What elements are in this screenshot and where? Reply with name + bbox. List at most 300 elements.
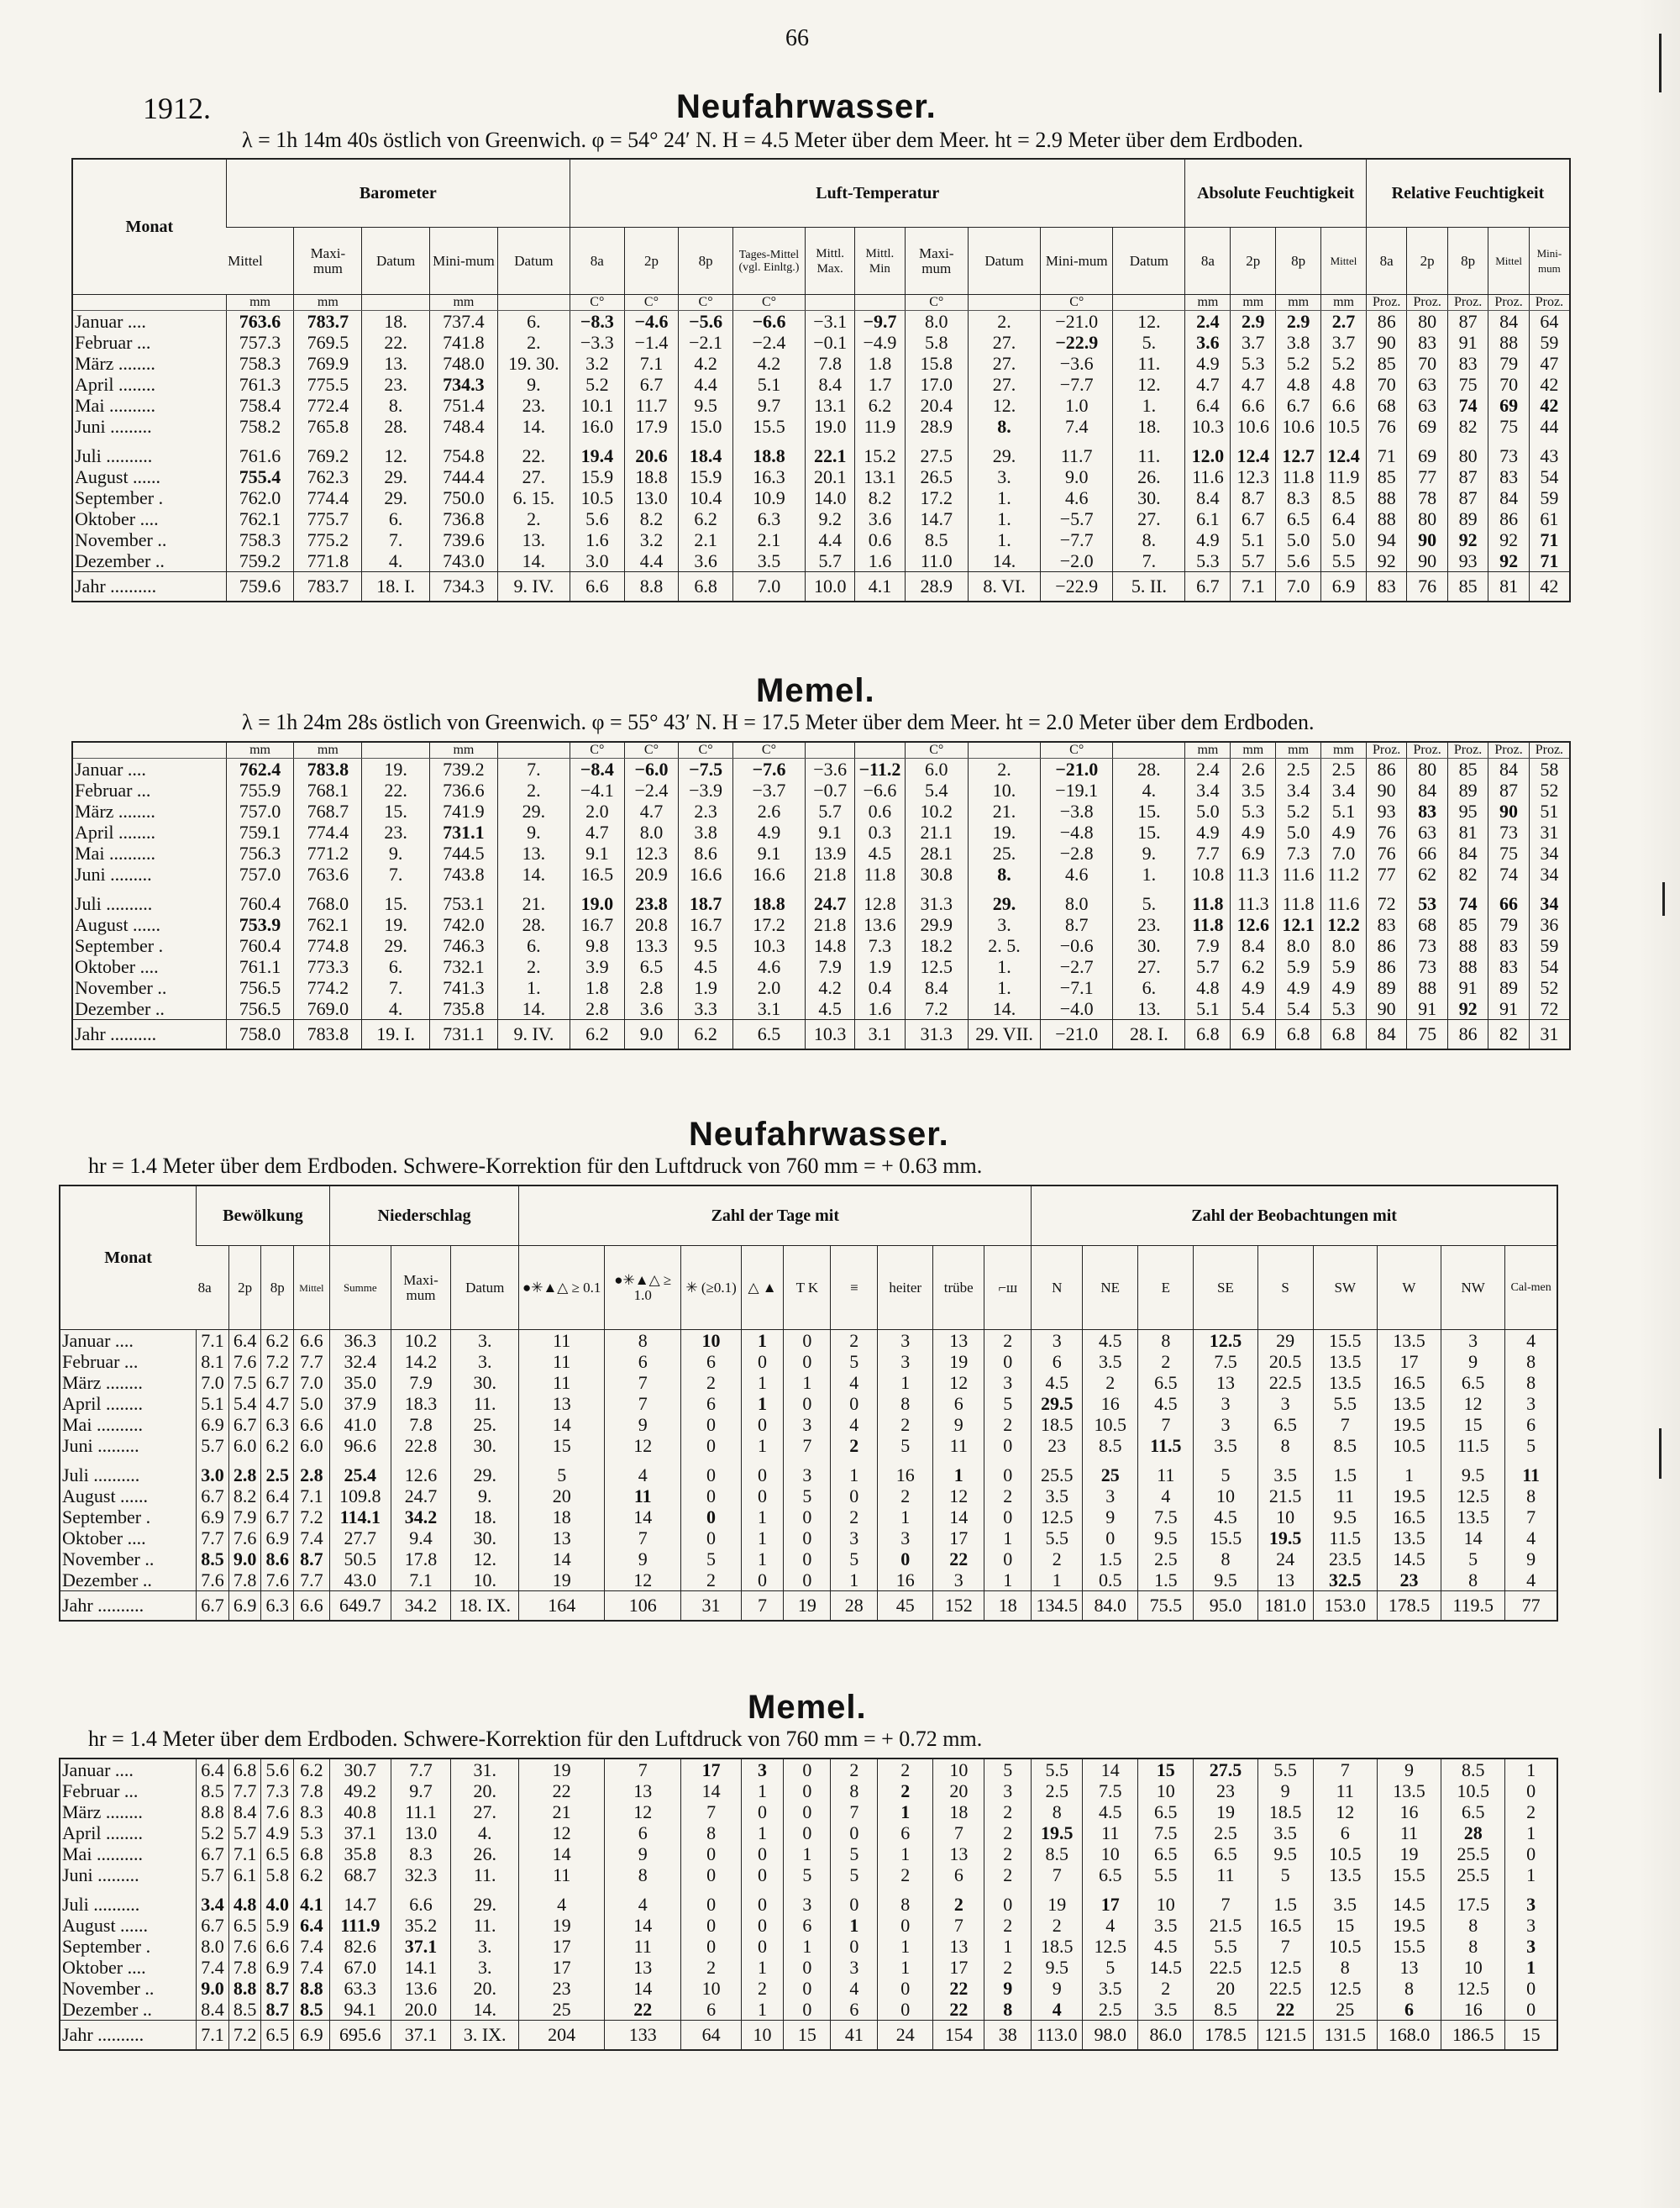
table-row [60,1999,1557,2021]
table-cell: 7.6 [228,1936,261,1957]
table-cell: 11 [1194,1864,1257,1885]
table-row [72,550,1570,572]
table-cell: 3. [968,914,1040,935]
table-row [72,374,1570,395]
table-cell: 4.5 [1138,1393,1194,1414]
header-8a: 8a [570,228,625,295]
table-cell: 0.3 [855,822,905,843]
table-cell: 8.0 [905,311,968,333]
table-cell: 29. [451,1464,519,1485]
table-cell: 15. [362,893,430,914]
table-cell: 83 [1488,466,1529,487]
header-mittel: Mittel [1488,228,1529,295]
table-cell: 71 [1529,529,1570,550]
table-cell: 7.7 [228,1780,261,1801]
table-cell: 6.9 [1231,843,1276,864]
table-cell: 2.5 [1276,759,1321,781]
spacer-cell [984,1885,1032,1894]
table-cell: 12.5 [905,956,968,977]
table-cell: 32.4 [329,1351,391,1372]
table-cell: 771.8 [294,550,362,572]
unit-cell: mm [1276,295,1321,311]
table-cell: 4.4 [624,550,679,572]
table-cell: 6.9 [261,1957,294,1978]
table-cell: 758.2 [226,416,294,437]
table-cell: 2.5 [1032,1780,1083,1801]
table-cell: 10 [1083,1843,1138,1864]
table-cell: 6.9 [197,1414,229,1435]
header-2p: 2p [1407,228,1447,295]
table-cell: 0 [984,1435,1032,1456]
table-cell: 19 [784,1591,831,1622]
table-cell: 5.1 [1231,529,1276,550]
table-cell: 119.5 [1441,1591,1505,1622]
unit-cell [72,295,226,311]
table-cell: 4.9 [1231,822,1276,843]
table-cell: 5.4 [228,1393,261,1414]
table-cell: 10.5 [1083,1414,1138,1435]
table-cell: 0 [681,1435,741,1456]
table-cell: 6.0 [905,759,968,781]
table-cell: −9.7 [855,311,905,333]
spacer-cell [430,437,498,445]
table-cell: 11.5 [1138,1435,1194,1456]
table-cell: 2 [1138,1978,1194,1999]
spacer-cell [430,885,498,893]
table-cell: 74 [1447,893,1488,914]
table-cell: −2.7 [1041,956,1113,977]
table-cell: 20. [451,1780,519,1801]
table-cell: 16.3 [732,466,805,487]
table-cell: 50.5 [329,1548,391,1569]
table-cell: 9 [605,1414,681,1435]
table-cell: 5.8 [261,1864,294,1885]
table-cell: 19.0 [570,893,625,914]
table-cell: 3 [1257,1393,1313,1414]
table-cell: 6.2 [294,1864,330,1885]
spacer-cell [1113,437,1185,445]
table-cell: 80 [1407,311,1447,333]
spacer-cell [1366,437,1406,445]
table-cell: 7.4 [197,1957,229,1978]
month-label: Dezember .. [62,1569,152,1590]
table-cell: 11 [519,1864,605,1885]
table-cell: 25. [968,843,1040,864]
table-cell: 14. [497,998,570,1020]
table-cell: 2 [878,1485,933,1506]
table-cell: 13.5 [1377,1393,1441,1414]
table-cell: 7.1 [197,1330,229,1352]
table-cell: 6. [497,311,570,333]
table-row [60,1506,1557,1527]
table-cell: 6.6 [294,1414,330,1435]
table-cell: 18. I. [362,572,430,602]
spacer-cell [497,437,570,445]
table-cell: 74 [1488,864,1529,885]
table-cell: 9. IV. [497,1020,570,1050]
table-cell: 29. [451,1894,519,1915]
table-cell: 743.8 [430,864,498,885]
month-label: Oktober .... [62,1527,146,1548]
table-cell: 3.5 [1231,780,1276,801]
table-cell: 16 [1083,1393,1138,1414]
header-datum: Datum [497,228,570,295]
table-cell: 88 [1366,487,1406,508]
table-cell: 0 [784,1978,831,1999]
table-cell: 88 [1447,935,1488,956]
table-cell: 36.3 [329,1330,391,1352]
table-cell: 29.9 [905,914,968,935]
table-cell: 84 [1407,780,1447,801]
table-cell: 12.4 [1321,445,1367,466]
spacer-cell [1529,437,1570,445]
table-row [60,1330,1557,1352]
table-cell: 2 [984,1864,1032,1885]
table-cell: 5.0 [1321,529,1367,550]
table-cell: 27. [1113,956,1185,977]
table-cell: 0 [741,1351,784,1372]
table-cell: 0 [681,1485,741,1506]
table-cell: 37.1 [391,1936,450,1957]
table-cell: 59 [1529,935,1570,956]
table-cell: 8.3 [391,1843,450,1864]
table-cell: 5.6 [570,508,625,529]
station-subtitle: λ = 1h 14m 40s östlich von Greenwich. φ = 54° 24′ N. H = 4.5 Meter über dem Meer. ht = 2.9 Meter über dem Erdboden. [242,128,1304,152]
spacer-cell [294,437,362,445]
table-cell: 3.0 [570,550,625,572]
table-cell: 84 [1366,1020,1406,1050]
table-cell: 63 [1407,374,1447,395]
table-cell: 13 [519,1393,605,1414]
table-cell: 756.5 [226,977,294,998]
table-cell: −2.0 [1041,550,1113,572]
table-cell: 8 [1441,1569,1505,1591]
unit-cell [855,295,905,311]
table-cell: 8.2 [624,508,679,529]
table-cell: 8.5 [1083,1435,1138,1456]
table-cell: 16.5 [570,864,625,885]
table-cell: 9.5 [1138,1527,1194,1548]
table-cell: 13.1 [806,395,855,416]
table-cell: 164 [519,1591,605,1622]
table-cell: 6.7 [1231,508,1276,529]
table-cell: 10.4 [679,487,733,508]
table-cell: 18 [933,1801,984,1822]
table-cell: 769.5 [294,332,362,353]
table-cell: 5.3 [294,1822,330,1843]
table-cell: 8 [1138,1330,1194,1352]
table-cell: 19.4 [570,445,625,466]
table-cell: 4 [519,1894,605,1915]
spacer-cell [1231,885,1276,893]
table-cell: 14.5 [1377,1894,1441,1915]
table-cell: 2 [1083,1372,1138,1393]
table-cell: 8.5 [197,1780,229,1801]
table-cell: 8.7 [261,1978,294,1999]
unit-cell: C° [1041,742,1113,759]
table-cell: −19.1 [1041,780,1113,801]
table-row [60,1351,1557,1372]
month-label: Oktober .... [62,1957,146,1978]
table-cell: 14 [519,1414,605,1435]
table-cell: 5.5 [1194,1936,1257,1957]
table-cell: 769.2 [294,445,362,466]
table-cell: 90 [1488,801,1529,822]
table-cell: 11.3 [1231,864,1276,885]
table-cell: 6.7 [1185,572,1231,602]
table-cell: 6.7 [197,1591,229,1622]
table-cell: 6.5 [1441,1801,1505,1822]
unit-cell [1113,742,1185,759]
table-row [72,311,1570,333]
table-cell: 2 [831,1330,878,1352]
table-cell: 6.4 [294,1915,330,1936]
table-cell: 88 [1407,977,1447,998]
table-cell: 8.3 [294,1801,330,1822]
table-cell: 1 [984,1936,1032,1957]
table-cell: 741.8 [430,332,498,353]
table-cell: 34.2 [391,1591,450,1622]
table-cell: 8.4 [1185,487,1231,508]
table-cell: 10 [1138,1780,1194,1801]
table-cell: 8 [878,1894,933,1915]
header-temperature: Luft-Temperatur [570,159,1185,228]
table-cell: 0 [681,1527,741,1548]
table-cell: 12.7 [1276,445,1321,466]
table-cell: 7.0 [294,1372,330,1393]
table-cell: 1 [878,1936,933,1957]
spacer-cell [681,1456,741,1464]
table-cell: 6.7 [261,1506,294,1527]
table-cell: 4.2 [806,977,855,998]
table-cell: 2.3 [679,801,733,822]
row-spacer [72,437,1570,445]
table-cell: 746.3 [430,935,498,956]
table-cell: 11.7 [1041,445,1113,466]
spacer-cell [1407,437,1447,445]
table-cell: 6.8 [228,1759,261,1780]
spacer-cell [60,1456,197,1464]
table-cell: 6.5 [1441,1372,1505,1393]
unit-cell [497,295,570,311]
table-cell: 91 [1488,998,1529,1020]
table-cell: 10.8 [1185,864,1231,885]
table-cell: 19. [968,822,1040,843]
table-cell: 34 [1529,893,1570,914]
table-cell: 6.7 [228,1414,261,1435]
table-cell: 6.5 [261,1843,294,1864]
table-cell: 76 [1366,416,1406,437]
table-cell: 6 [933,1864,984,1885]
table-cell: 8.6 [261,1548,294,1569]
table-cell: 1 [1377,1464,1441,1485]
table-cell: 11.6 [1185,466,1231,487]
table-cell: 1.5 [1313,1464,1377,1485]
table-cell: 8.6 [679,843,733,864]
table-cell: 4.9 [732,822,805,843]
page-edge-shading [1638,0,1680,2208]
table-cell: 22 [933,1999,984,2021]
table-cell: 2.1 [732,529,805,550]
header-2p: 2p [624,228,679,295]
table-cell: −11.2 [855,759,905,781]
table-cell: 19.5 [1377,1485,1441,1506]
table-cell: 1 [1032,1569,1083,1591]
unit-cell: mm [294,295,362,311]
table-cell: 4 [831,1372,878,1393]
table-cell: 5 [1257,1864,1313,1885]
header-datum: Datum [451,1246,519,1330]
table-cell: 0 [681,1864,741,1885]
table-cell: −3.9 [679,780,733,801]
table-cell: 769.9 [294,353,362,374]
table-cell: −0.7 [806,780,855,801]
table-cell: −7.7 [1041,529,1113,550]
table-cell: 13.1 [855,466,905,487]
table-cell: 11.6 [1321,893,1367,914]
table-cell: 16 [1377,1801,1441,1822]
table-cell: 0 [784,1330,831,1352]
table-cell: 75 [1488,416,1529,437]
table-cell: 6.2 [679,1020,733,1050]
table-cell: 3 [933,1569,984,1591]
table-cell: 41 [831,2021,878,2051]
station-title: Memel. [756,672,875,709]
table-cell: 91 [1447,977,1488,998]
table-cell: 13.5 [1377,1780,1441,1801]
table-cell: 2 [1138,1351,1194,1372]
table-cell: 3. [451,1936,519,1957]
table-cell: 30.8 [905,864,968,885]
table-cell: 4.4 [679,374,733,395]
climate-table-neufahrwasser [71,158,1571,602]
table-cell: 1.7 [855,374,905,395]
table-cell: 73 [1407,956,1447,977]
table-cell: 762.1 [294,914,362,935]
table-cell: 4.7 [624,801,679,822]
table-cell: 75.5 [1138,1591,1194,1622]
table-cell: 31 [681,1591,741,1622]
table-cell: 14 [519,1843,605,1864]
table-cell: 3 [784,1894,831,1915]
table-cell: 14. [497,416,570,437]
table-cell: 7 [605,1393,681,1414]
table-cell: 7.5 [228,1372,261,1393]
table-cell: 23.8 [624,893,679,914]
table-cell: 8.7 [1041,914,1113,935]
table-cell: 17 [1083,1894,1138,1915]
table-cell: 8.0 [1276,935,1321,956]
table-cell: 4 [1083,1915,1138,1936]
table-cell: 773.3 [294,956,362,977]
table-cell: 759.6 [226,572,294,602]
table-cell: 16.0 [570,416,625,437]
table-cell: 18.5 [1032,1936,1083,1957]
month-label: November .. [62,1548,155,1569]
spacer-cell [519,1456,605,1464]
table-cell: 731.1 [430,822,498,843]
table-cell: 6. [497,935,570,956]
month-label: Dezember .. [75,998,165,1019]
table-cell: 6.4 [261,1485,294,1506]
unit-cell: mm [1321,295,1367,311]
table-cell: 2.5 [1138,1548,1194,1569]
unit-cell: mm [1321,742,1367,759]
table-cell: 68 [1366,395,1406,416]
table-cell: 2. [968,311,1040,333]
spacer-cell [570,437,625,445]
table-cell: 783.7 [294,572,362,602]
table-cell: 18.8 [732,893,805,914]
table-cell: 7. [362,977,430,998]
header-monat: Monat [60,1185,197,1330]
unit-cell: C° [732,295,805,311]
table-cell: 72 [1366,893,1406,914]
table-cell: 2 [933,1894,984,1915]
table-cell: 5.4 [1276,998,1321,1020]
table-cell: 9.0 [197,1978,229,1999]
table-cell: 25. [451,1414,519,1435]
table-cell: 11 [933,1435,984,1456]
table-cell: 25 [519,1999,605,2021]
table-cell: 14 [605,1506,681,1527]
table-cell: 82 [1488,1020,1529,1050]
table-cell: 11.6 [1276,864,1321,885]
unit-cell: mm [1231,295,1276,311]
table-cell: 4.5 [1138,1936,1194,1957]
table-cell: 109.8 [329,1485,391,1506]
table-cell: 2.9 [1276,311,1321,333]
table-row [60,1393,1557,1414]
table-cell: 8 [605,1330,681,1352]
table-cell: 7.3 [855,935,905,956]
table-cell: 3. [451,1351,519,1372]
table-cell: 743.0 [430,550,498,572]
month-label: September . [75,487,164,508]
table-cell: 6.3 [261,1414,294,1435]
table-cell: 43.0 [329,1569,391,1591]
table-cell: 8 [605,1864,681,1885]
table-cell: 114.1 [329,1506,391,1527]
spacer-cell [1377,1456,1441,1464]
month-label: April ........ [75,822,155,843]
table-cell: 32.5 [1313,1569,1377,1591]
table-cell: 67.0 [329,1957,391,1978]
month-label: November .. [75,977,167,998]
month-label: September . [62,1506,151,1527]
month-label: Juli .......... [62,1464,140,1485]
table-cell: 9 [1083,1506,1138,1527]
table-cell: 19 [519,1759,605,1780]
table-cell: 1 [1505,1864,1557,1885]
table-cell: −22.9 [1041,572,1113,602]
table-cell: 83 [1366,572,1406,602]
table-cell: 1. [968,487,1040,508]
table-cell: 4. [1113,780,1185,801]
table-row [72,822,1570,843]
table-cell: 10.3 [1185,416,1231,437]
table-cell: 11.8 [1185,893,1231,914]
table-cell: 11.8 [1276,466,1321,487]
table-cell: 13 [933,1843,984,1864]
table-cell: 755.9 [226,780,294,801]
spacer-cell [1321,885,1367,893]
table-cell: 6.8 [1185,1020,1231,1050]
table-cell: 3 [1505,1936,1557,1957]
table-row [60,1780,1557,1801]
spacer-cell [1366,885,1406,893]
table-cell: 3 [1194,1393,1257,1414]
